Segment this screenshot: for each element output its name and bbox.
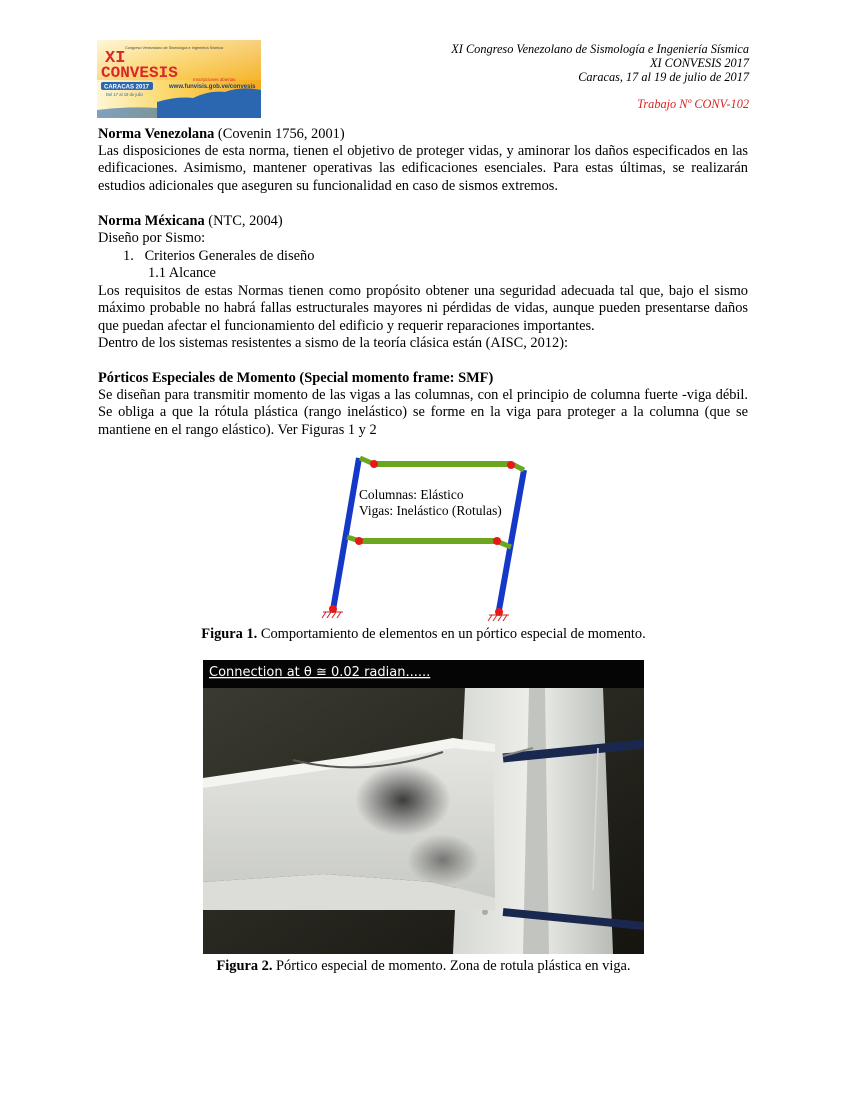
- hinge-lower-right: [493, 537, 501, 545]
- logo-city-badge: CARACAS 2017: [104, 84, 150, 91]
- figure1-caption: [0, 626, 847, 643]
- section2-subtitle: Diseño por Sismo:: [98, 230, 206, 246]
- section2-heading: [98, 213, 283, 230]
- section2-list-item: 1. Criterios Generales de diseño: [123, 248, 315, 264]
- section2-body: Los requisitos de estas Normas tienen como propósito obtener una seguridad adecuada tal que, bajo el sismo máximo probable no habrá fallas estructurales mayores ni pérdidas de vidas, aunque pueden presentarse daños que puedan afectar el funcionamiento del edificio y requerir reparaciones importantes.: [98, 283, 748, 334]
- header-edition: XI CONVESIS 2017: [649, 56, 749, 70]
- section1-heading: [98, 126, 345, 143]
- logo-registration: Inscripciones abiertas: [193, 77, 236, 82]
- convesis-logo: [97, 40, 261, 118]
- logo-url: www.funvisis.gob.ve/convesis: [169, 84, 256, 90]
- photo-banner: Connection at θ ≅ 0.02 radian......: [209, 665, 431, 680]
- section3-title: Pórticos Especiales de Momento (Special momento frame: SMF): [98, 370, 494, 386]
- figure2-caption-text: Pórtico especial de momento. Zona de rotula plástica en viga.: [272, 958, 631, 974]
- hinge-upper-right: [507, 461, 515, 469]
- section1-title: Norma Venezolana: [98, 126, 215, 142]
- section3-heading: [98, 370, 493, 387]
- figure2-caption: [0, 958, 847, 975]
- section2-citation: (NTC, 2004): [204, 213, 283, 229]
- hinge-upper-left: [370, 460, 378, 468]
- logo-name: CONVESIS: [101, 64, 178, 82]
- figure1-caption-label: Figura 1.: [201, 626, 258, 642]
- section3-body: Se diseñan para transmitir momento de las vigas a las columnas, con el principio de columna fuerte -viga débil. Se obliga a que la rótula plástica (rango inelástico) se forme en la viga para proteger a la columna (que se mantiene en el rango elástico). Ver Figuras 1 y 2: [98, 387, 748, 438]
- paper-id: Trabajo Nº CONV-102: [637, 97, 749, 111]
- figure1-diagram: [300, 450, 540, 622]
- figure1-label-beams: Vigas: Inelástico (Rotulas): [359, 503, 502, 518]
- figure2-photo: [203, 660, 644, 954]
- left-column: [333, 458, 359, 610]
- section1-body: Las disposiciones de esta norma, tienen el objetivo de proteger vidas, y aminorar los daños especificados en las edificaciones. Asimismo, mantener operativas las edificaciones esenciales. Para estas últimas, se realizarán estudios adicionales que aseguren su funcionalidad en caso de sismos extremos.: [98, 143, 748, 194]
- figure1-caption-text: Comportamiento de elementos en un pórtico especial de momento.: [257, 626, 646, 642]
- logo-numeral: XI: [105, 49, 126, 68]
- header-conference: XI Congreso Venezolano de Sismología e Ingeniería Sísmica: [451, 42, 749, 56]
- section2-sub-item: 1.1 Alcance: [148, 265, 216, 281]
- section2-title: Norma Méxicana: [98, 213, 205, 229]
- right-column: [499, 470, 524, 610]
- logo-dates: Del 17 al 19 de julio: [106, 92, 143, 97]
- logo-small-text: Congreso Venezolano de Sismología e Ingeniería Sísmica: [125, 46, 224, 50]
- hinge-lower-left: [355, 537, 363, 545]
- section2-body2: Dentro de los sistemas resistentes a sismo de la teoría clásica están (AISC, 2012):: [98, 335, 568, 351]
- figure2-caption-label: Figura 2.: [216, 958, 273, 974]
- section1-citation: (Covenin 1756, 2001): [214, 126, 345, 142]
- header-dates: Caracas, 17 al 19 de julio de 2017: [578, 70, 749, 84]
- figure1-label-columns: Columnas: Elástico: [359, 487, 464, 502]
